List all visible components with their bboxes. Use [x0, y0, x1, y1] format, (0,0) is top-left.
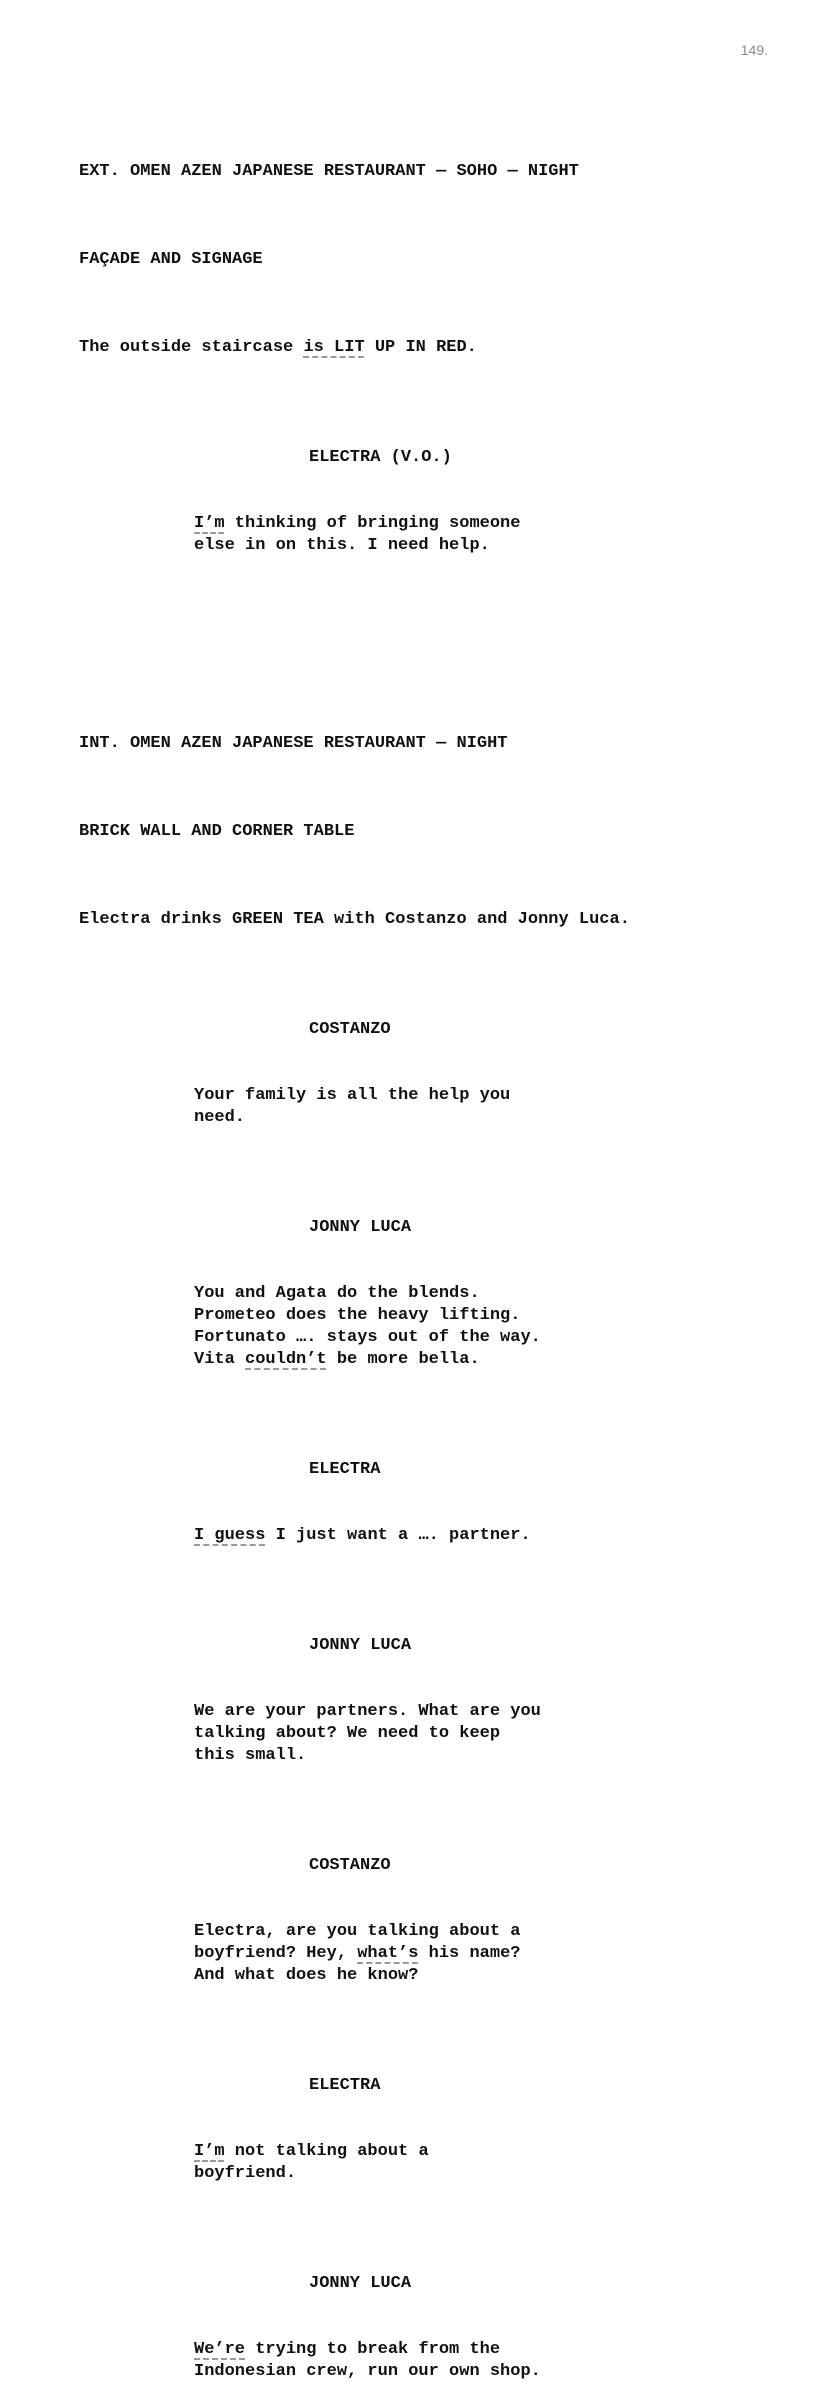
flagged-word: is LIT — [303, 338, 365, 357]
dialogue-text: talking about? We need to keep — [194, 1724, 501, 1743]
dialogue-text: else in on this. I need help. — [194, 536, 490, 555]
dialogue — [79, 2141, 779, 2185]
page-number: 149. — [740, 42, 768, 58]
dialogue-text: Prometeo does the heavy lifting. — [194, 1306, 521, 1325]
dialogue-text: trying to break from the — [245, 2340, 501, 2359]
dialogue — [79, 513, 779, 557]
character-cue: COSTANZO — [309, 1020, 391, 1039]
dialogue-text: his name? — [418, 1944, 521, 1963]
dialogue — [79, 1921, 779, 1987]
dialogue-text: this small. — [194, 1746, 307, 1765]
action-text: The outside staircase — [79, 338, 304, 357]
dialogue-text: Indonesian crew, run our own shop. — [194, 2362, 541, 2381]
action-text: UP IN RED. — [364, 338, 477, 357]
dialogue — [79, 1085, 779, 1129]
character-cue: ELECTRA (V.O.) — [309, 448, 452, 467]
flagged-word: We’re — [194, 2340, 246, 2359]
dialogue-text: Vita — [194, 1350, 246, 1369]
flagged-word: what’s — [357, 1944, 419, 1963]
dialogue — [79, 1525, 779, 1547]
dialogue-text: not talking about a — [224, 2142, 429, 2161]
flagged-word: couldn’t — [245, 1350, 327, 1369]
action-line: Electra drinks GREEN TEA with Costanzo and Jonny Luca. — [79, 910, 630, 929]
dialogue — [79, 1701, 779, 1767]
dialogue-text: We are your partners. What are you — [194, 1702, 541, 1721]
scene-heading: INT. OMEN AZEN JAPANESE RESTAURANT — NIGHT — [79, 734, 508, 753]
dialogue-text: You and Agata do the blends. — [194, 1284, 480, 1303]
dialogue-text: need. — [194, 1108, 246, 1127]
dialogue-text: be more bella. — [326, 1350, 480, 1369]
dialogue-text: Your family is all the help you — [194, 1086, 511, 1105]
character-cue: JONNY LUCA — [309, 2274, 412, 2293]
dialogue-text: boyfriend? Hey, — [194, 1944, 358, 1963]
character-cue: JONNY LUCA — [309, 1636, 412, 1655]
character-cue: JONNY LUCA — [309, 1218, 412, 1237]
character-cue: ELECTRA — [309, 2076, 381, 2095]
dialogue-text: And what does he know? — [194, 1966, 419, 1985]
dialogue-text: Fortunato …. stays out of the way. — [194, 1328, 541, 1347]
scene-heading: EXT. OMEN AZEN JAPANESE RESTAURANT — SOHO — NIGHT — [79, 162, 579, 181]
flagged-word: I’m — [194, 2142, 225, 2161]
dialogue-text: thinking of bringing someone — [224, 514, 521, 533]
screenplay-page — [79, 95, 779, 2400]
character-cue: COSTANZO — [309, 1856, 391, 1875]
dialogue — [79, 2339, 779, 2383]
action-line — [79, 337, 779, 359]
character-cue: ELECTRA — [309, 1460, 381, 1479]
dialogue-text: boyfriend. — [194, 2164, 297, 2183]
flagged-word: I’m — [194, 514, 225, 533]
dialogue — [79, 1283, 779, 1371]
flagged-word: I guess — [194, 1526, 266, 1545]
dialogue-text: Electra, are you talking about a — [194, 1922, 521, 1941]
scene-subheading: FAÇADE AND SIGNAGE — [79, 250, 263, 269]
scene-subheading: BRICK WALL AND CORNER TABLE — [79, 822, 355, 841]
spacer — [79, 645, 779, 667]
dialogue-text: I just want a …. partner. — [265, 1526, 531, 1545]
